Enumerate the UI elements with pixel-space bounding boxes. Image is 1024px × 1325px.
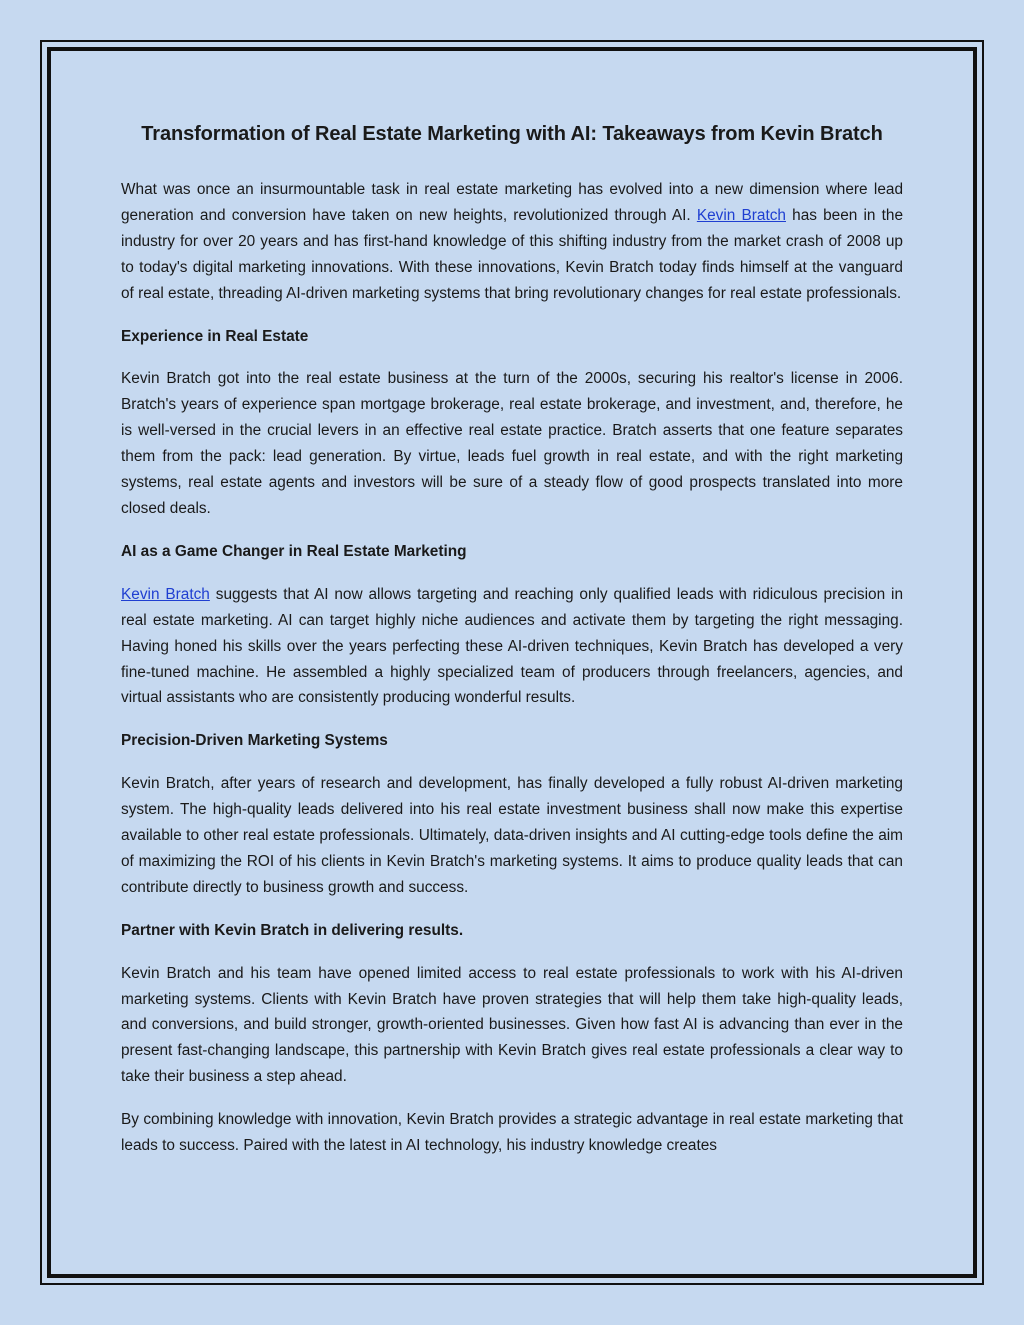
section-heading-partner: Partner with Kevin Bratch in delivering results. <box>121 921 464 939</box>
document-title: Transformation of Real Estate Marketing with AI: Takeaways from Kevin Bratch <box>141 123 883 145</box>
section-body-ai-text: suggests that AI now allows targeting and reaching only qualified leads with ridiculous precision in real estate marketing. AI can target highly niche audiences and activate them by targeting the right messaging. Having honed his skills over the years perfecting these AI-driven techniques, Kevin Bratch has developed a very fine-tuned machine. He assembled a highly specialized team of producers through freelancers, agencies, and virtual assistants who are consistently producing wonderful results. <box>121 585 903 707</box>
section-body-precision: Kevin Bratch, after years of research and development, has finally developed a fully robust AI-driven marketing system. The high-quality leads delivered into his real estate investment business shall now make this expertise available to other real estate professionals. Ultimately, data-driven insights and AI cutting-edge tools define the aim of maximizing the ROI of his clients in Kevin Bratch's marketing systems. It aims to produce quality leads that can contribute directly to business growth and success. <box>121 775 903 896</box>
section-body-ai-game-changer <box>121 582 903 712</box>
section-heading-experience: Experience in Real Estate <box>121 327 309 345</box>
kevin-bratch-link-intro[interactable]: Kevin Bratch <box>696 206 786 224</box>
section-body-partner: Kevin Bratch and his team have opened limited access to real estate professionals to work with his AI-driven marketing systems. Clients with Kevin Bratch have proven strategies that will help them take high-quality leads, and conversions, and build stronger, growth-oriented businesses. Given how fast AI is advancing than ever in the present fast-changing landscape, this partnership with Kevin Bratch gives real estate professionals a clear way to take their business a step ahead. <box>121 964 903 1086</box>
kevin-bratch-link-section[interactable]: Kevin Bratch <box>121 585 210 603</box>
section-heading-precision: Precision-Driven Marketing Systems <box>121 732 388 750</box>
closing-paragraph: By combining knowledge with innovation, Kevin Bratch provides a strategic advantage in real estate marketing that leads to success. Paired with the latest in AI technology, his industry knowledge creates <box>121 1111 903 1155</box>
section-body-experience: Kevin Bratch got into the real estate business at the turn of the 2000s, securing his realtor's license in 2006. Bratch's years of experience span mortgage brokerage, real estate brokerage, and investment, and, therefore, he is well-versed in the crucial levers in an effective real estate practice. Bratch asserts that one feature separates them from the pack: lead generation. By virtue, leads fuel growth in real estate, and with the right marketing systems, real estate agents and investors will be sure of a steady flow of good prospects translated into more closed deals. <box>121 370 903 517</box>
intro-text-start: What was once an insurmountable task in real estate marketing has evolved into a new dimension where lead generation and conversion have taken on new heights, revolutionized through AI. <box>121 181 903 224</box>
intro-text-end: has been in the industry for over 20 years and has first-hand knowledge of this shifting industry from the market crash of 2008 up to today's digital marketing innovations. With these innovations, Kevin Bratch today finds himself at the vanguard of real estate, threading AI-driven marketing systems that bring revolutionary changes for real estate professionals. <box>121 206 904 302</box>
article <box>121 118 903 1176</box>
section-heading-ai-game-changer: AI as a Game Changer in Real Estate Marketing <box>121 542 467 560</box>
intro-paragraph <box>121 177 903 307</box>
